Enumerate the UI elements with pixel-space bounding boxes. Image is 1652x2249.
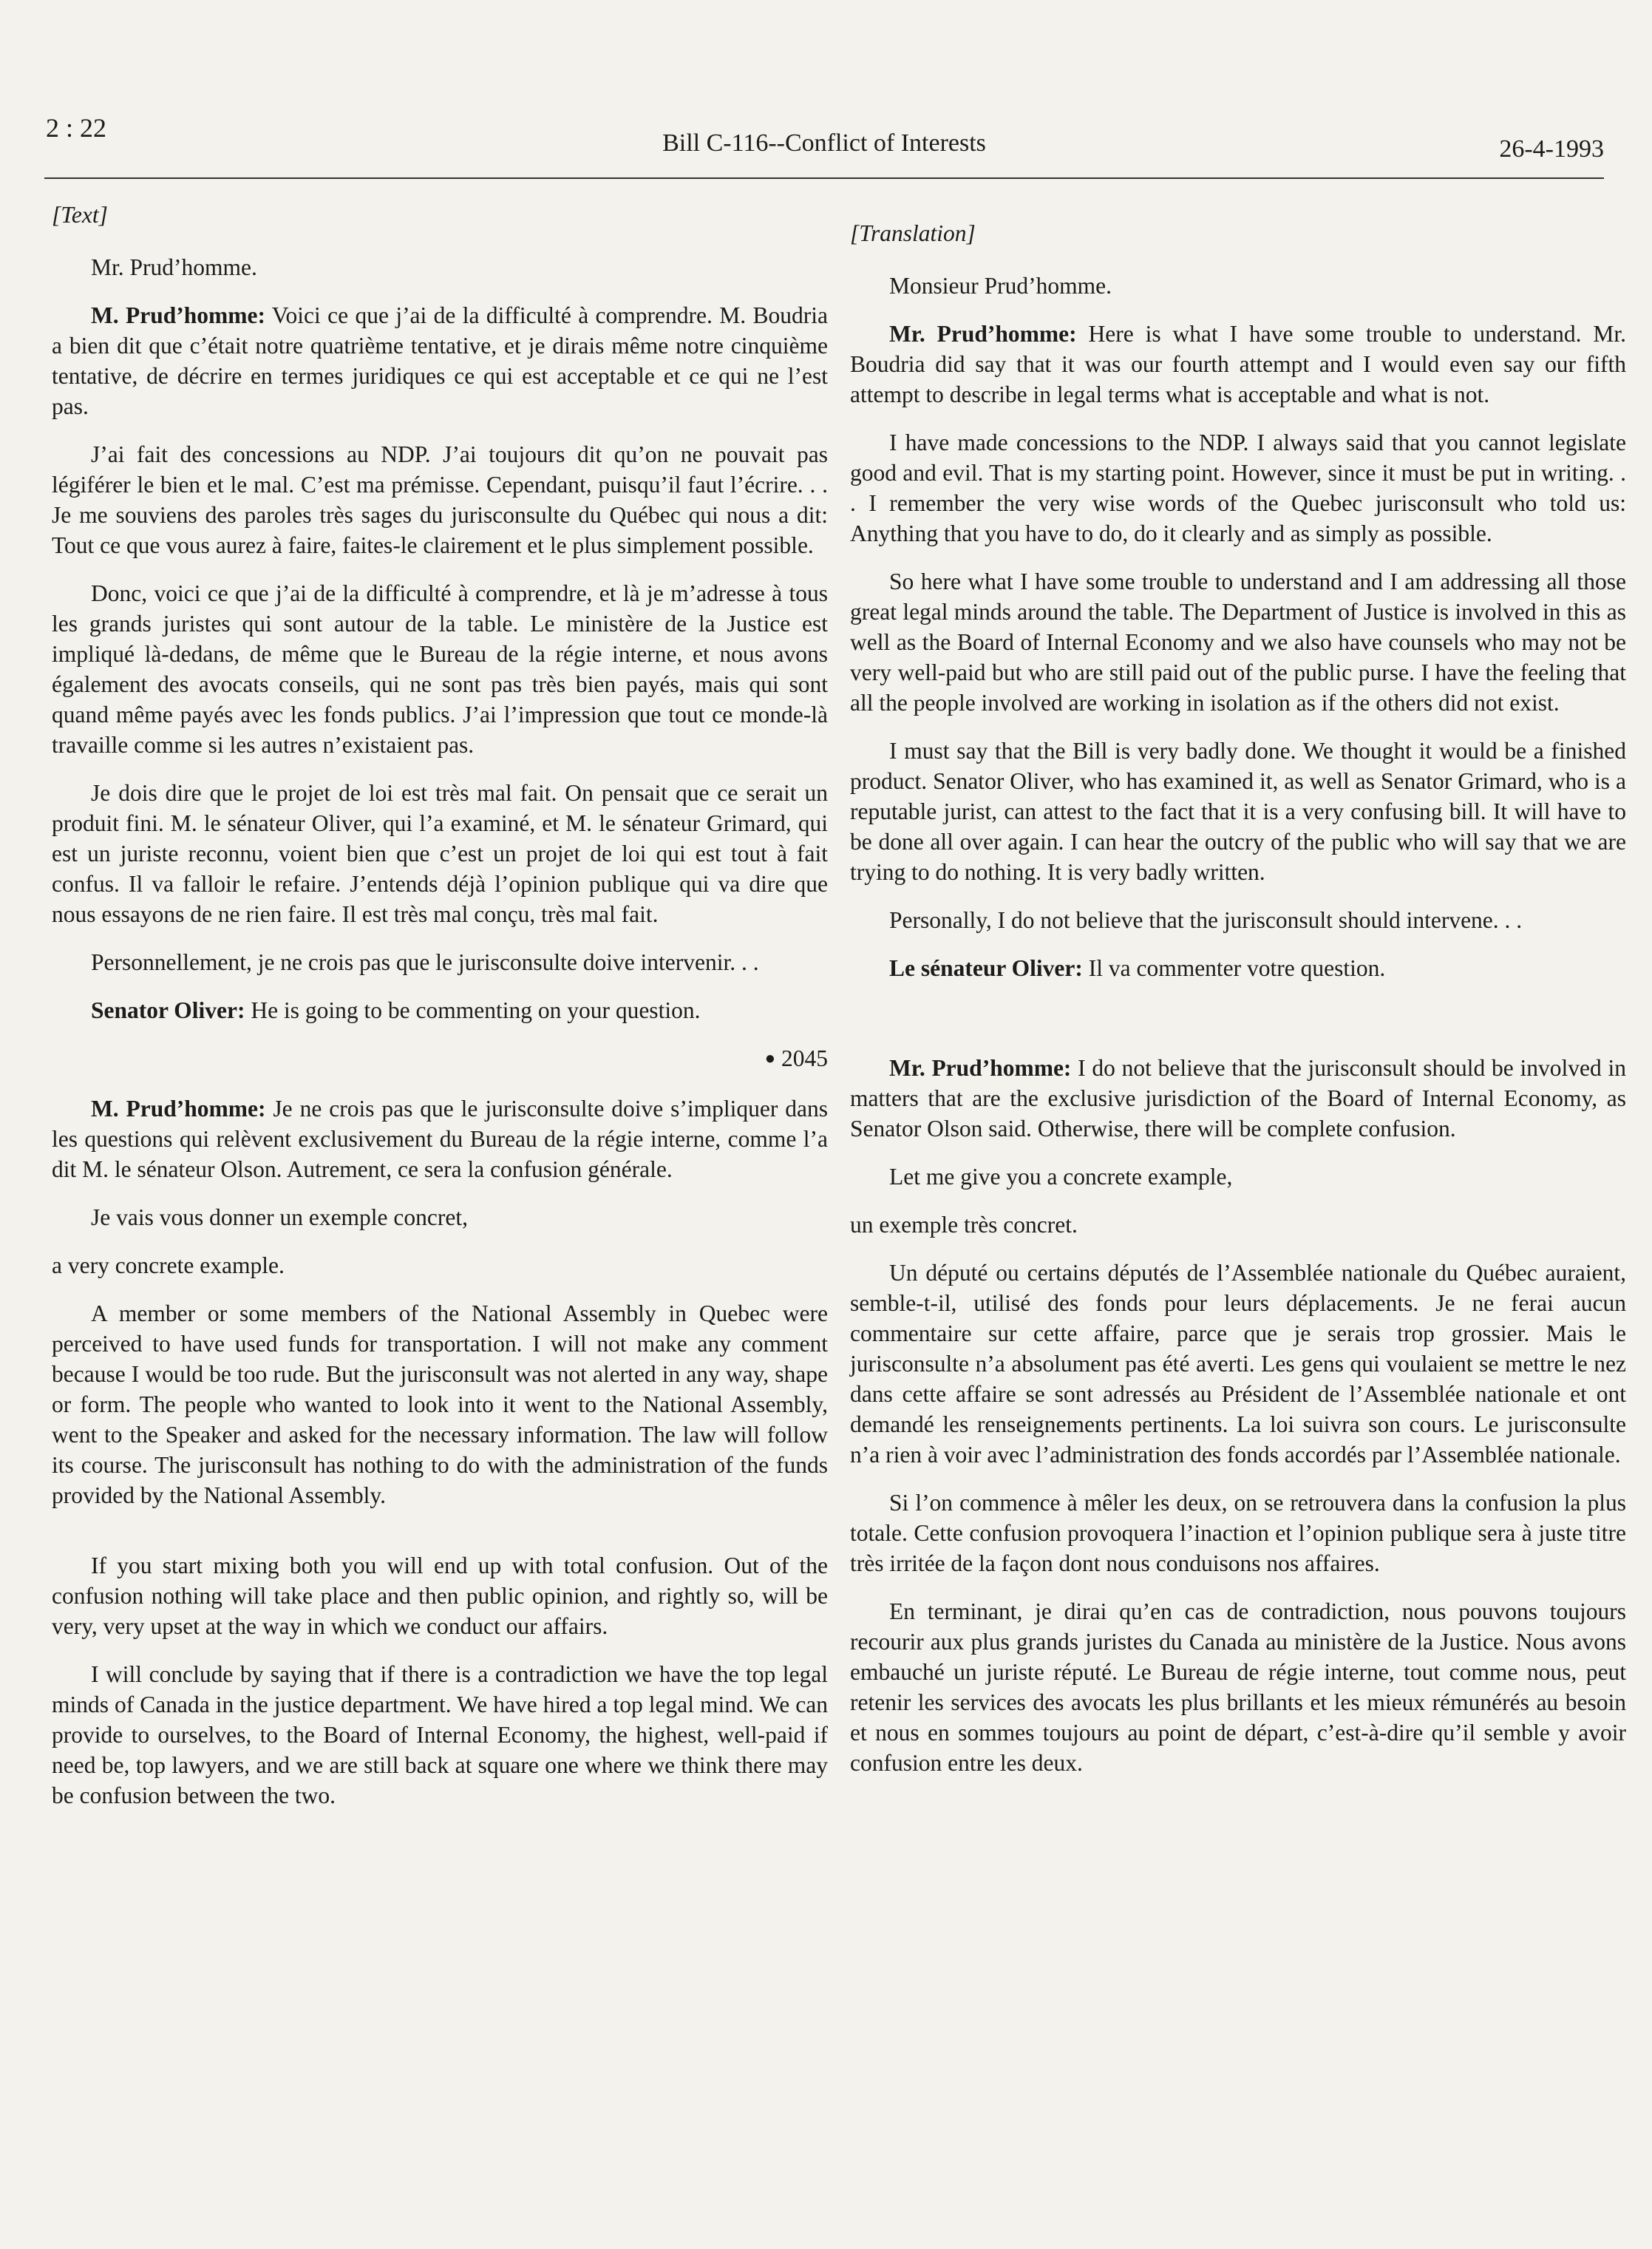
paragraph: Un député ou certains députés de l’Assemblée nationale du Québec auraient, semble-t-il, utilisé des fonds pour leurs déplacements. Je ne ferai aucun commentaire sur cette affaire, parce que je serais trop grossier. Mais le jurisconsulte n’a absolument pas été averti. Les gens qui voulaient se mettre le nez dans cette affaire se sont adressés au Président de l’Assemblée nationale et ont demandé les renseignements pertinents. La loi suivra son cours. Le jurisconsulte n’a rien à voir avec l’administration des fonds accordés par l’Assemblée nationale.	[850, 1260, 1626, 1468]
paragraph: Si l’on commence à mêler les deux, on se retrouvera dans la confusion la plus totale. Cette confusion provoquera l’inaction et l’opinion publique sera à juste titre très irritée de la façon dont nous conduisons nos affaires.	[850, 1490, 1626, 1576]
speech-text: Here is what I have some trouble to understand. Mr. Boudria did say that it was our fourth attempt and I would even say our fifth attempt to describe in legal terms what is acceptable and what is not.	[850, 321, 1626, 407]
left-column-text	[52, 200, 828, 1828]
paragraph: A member or some members of the National Assembly in Quebec were perceived to have used funds for transportation. I will not make any comment because I would be too rude. But the jurisconsult was not alerted in any way, shape or form. The people who wanted to look into it went to the National Assembly, went to the Speaker and asked for the necessary information. The law will follow its course. The jurisconsult has nothing to do with the administration of the funds provided by the National Assembly.	[52, 1300, 828, 1508]
paragraph: I have made concessions to the NDP. I always said that you cannot legislate good and evil. That is my starting point. However, since it must be put in writing. . . I remember the very wise words of the Quebec jurisconsult who told us: Anything that you have to do, do it clearly and as simply as possible.	[850, 430, 1626, 546]
translation-tag: [Translation]	[850, 220, 976, 246]
paragraph: I must say that the Bill is very badly done. We thought it would be a finished product. Senator Oliver, who has examined it, as well as Senator Grimard, who is a reputable jurist, can attest to the fact that it is a very confusing bill. It will have to be done all over again. I can hear the outcry of the public who will say that we are trying to do nothing. It is very badly written.	[850, 738, 1626, 885]
paragraph	[850, 953, 1626, 983]
paragraph: J’ai fait des concessions au NDP. J’ai toujours dit qu’on ne pouvait pas légiférer le bien et le mal. C’est ma prémisse. Cependant, puisqu’il faut l’écrire. . . Je me souviens des paroles très sages du jurisconsulte du Québec qui nous a dit: Tout ce que vous aurez à faire, faites-le clairement et le plus simplement possible.	[52, 441, 828, 558]
paragraph: Monsieur Prud’homme.	[889, 273, 1112, 299]
page-date: 26-4-1993	[1499, 135, 1604, 163]
paragraph: Donc, voici ce que j’ai de la difficulté à comprendre, et là je m’adresse à tous les grands juristes qui sont autour de la table. Le ministère de la Justice est impliqué là-dedans, de même que le Bureau de la régie interne, et nous avons également des avocats conseils, qui ne sont pas très bien payés, mais qui sont quand même payés avec les fonds publics. J’ai l’impression que tout ce monde-là travaille comme si les autres n’existaient pas.	[52, 580, 828, 758]
bullet-icon: ●	[764, 1049, 776, 1068]
paragraph: Je vais vous donner un exemple concret,	[91, 1204, 468, 1230]
right-column-translation	[850, 200, 1626, 1796]
speaker-name: M. Prud’homme:	[91, 1096, 266, 1122]
speaker-name: Senator Oliver:	[91, 997, 245, 1023]
paragraph: un exemple très concret.	[850, 1212, 1078, 1238]
speaker-name: Mr. Prud’homme:	[889, 321, 1077, 347]
paragraph: Let me give you a concrete example,	[889, 1164, 1233, 1190]
speech-text: Je ne crois pas que le jurisconsulte doive s’impliquer dans les questions qui relèvent exclusivement du Bureau de la régie interne, comme l’a dit M. le sénateur Olson. Autrement, ce sera la confusion générale.	[52, 1096, 828, 1182]
paragraph: Mr. Prud’homme.	[91, 254, 257, 280]
speech-text: Voici ce que j’ai de la difficulté à comprendre. M. Boudria a bien dit que c’était notre quatrième tentative, et je dirais même notre cinquième tentative, de décrire en termes juridiques ce qui est acceptable et ce qui ne l’est pas.	[52, 302, 828, 419]
paragraph: So here what I have some trouble to understand and I am addressing all those great legal minds around the table. The Department of Justice is involved in this as well as the Board of Internal Economy and we also have counsels who may not be very well-paid but who are still paid out of the public purse. I have the feeling that all the people involved are working in isolation as if the others did not exist.	[850, 569, 1626, 716]
paragraph: I will conclude by saying that if there is a contradiction we have the top legal minds of Canada in the justice department. We have hired a top legal mind. We can provide to ourselves, to the Board of Internal Economy, the highest, well-paid if need be, top lawyers, and we are still back at square one where we think there may be confusion between the two.	[52, 1661, 828, 1808]
speech-text: I do not believe that the jurisconsult should be involved in matters that are the exclusive jurisdiction of the Board of Internal Economy, as Senator Olson said. Otherwise, there will be complete confusion.	[850, 1055, 1626, 1142]
paragraph	[850, 1053, 1626, 1144]
paragraph: Personally, I do not believe that the jurisconsult should intervene. . .	[889, 907, 1523, 933]
paragraph	[52, 1093, 828, 1184]
speaker-name: Mr. Prud’homme:	[889, 1055, 1072, 1081]
speaker-name: M. Prud’homme:	[91, 302, 265, 328]
speech-text: He is going to be commenting on your question.	[245, 997, 701, 1023]
paragraph	[52, 300, 828, 421]
spacer	[52, 1528, 828, 1550]
page-header	[44, 111, 1604, 179]
time-marker	[52, 1043, 828, 1074]
text-tag: [Text]	[52, 202, 108, 228]
paragraph: Je dois dire que le projet de loi est très mal fait. On pensait que ce serait un produit fini. M. le sénateur Oliver, qui l’a examiné, et M. le sénateur Grimard, qui est un juriste reconnu, voient bien que c’est un projet de loi qui est tout à fait confus. Il va falloir le refaire. J’entends déjà l’opinion publique qui va dire que nous essayons de ne rien faire. Il est très mal conçu, très mal fait.	[52, 780, 828, 927]
running-title: Bill C-116--Conflict of Interests	[662, 129, 986, 157]
time-stamp: 2045	[781, 1045, 828, 1071]
paragraph: Personnellement, je ne crois pas que le jurisconsulte doive intervenir. . .	[91, 949, 759, 975]
paragraph: a very concrete example.	[52, 1252, 285, 1278]
page-number: 2 : 22	[46, 113, 107, 143]
paragraph: En terminant, je dirai qu’en cas de contradiction, nous pouvons toujours recourir aux plus grands juristes du Canada au ministère de la Justice. Nous avons embauché un juriste réputé. Le Bureau de régie interne, tout comme nous, peut retenir les services des avocats les plus brillants et les mieux rémunérés au besoin et nous en sommes toujours au point de départ, c’est-à-dire qu’il semble y avoir confusion entre les deux.	[850, 1598, 1626, 1776]
speaker-name: Le sénateur Oliver:	[889, 955, 1083, 981]
paragraph	[52, 995, 828, 1025]
speech-text: Il va commenter votre question.	[1082, 955, 1386, 981]
spacer	[850, 1001, 1626, 1053]
paragraph: If you start mixing both you will end up with total confusion. Out of the confusion nothing will take place and then public opinion, and rightly so, will be very, very upset at the way in which we conduct our affairs.	[52, 1553, 828, 1639]
paragraph	[850, 319, 1626, 410]
